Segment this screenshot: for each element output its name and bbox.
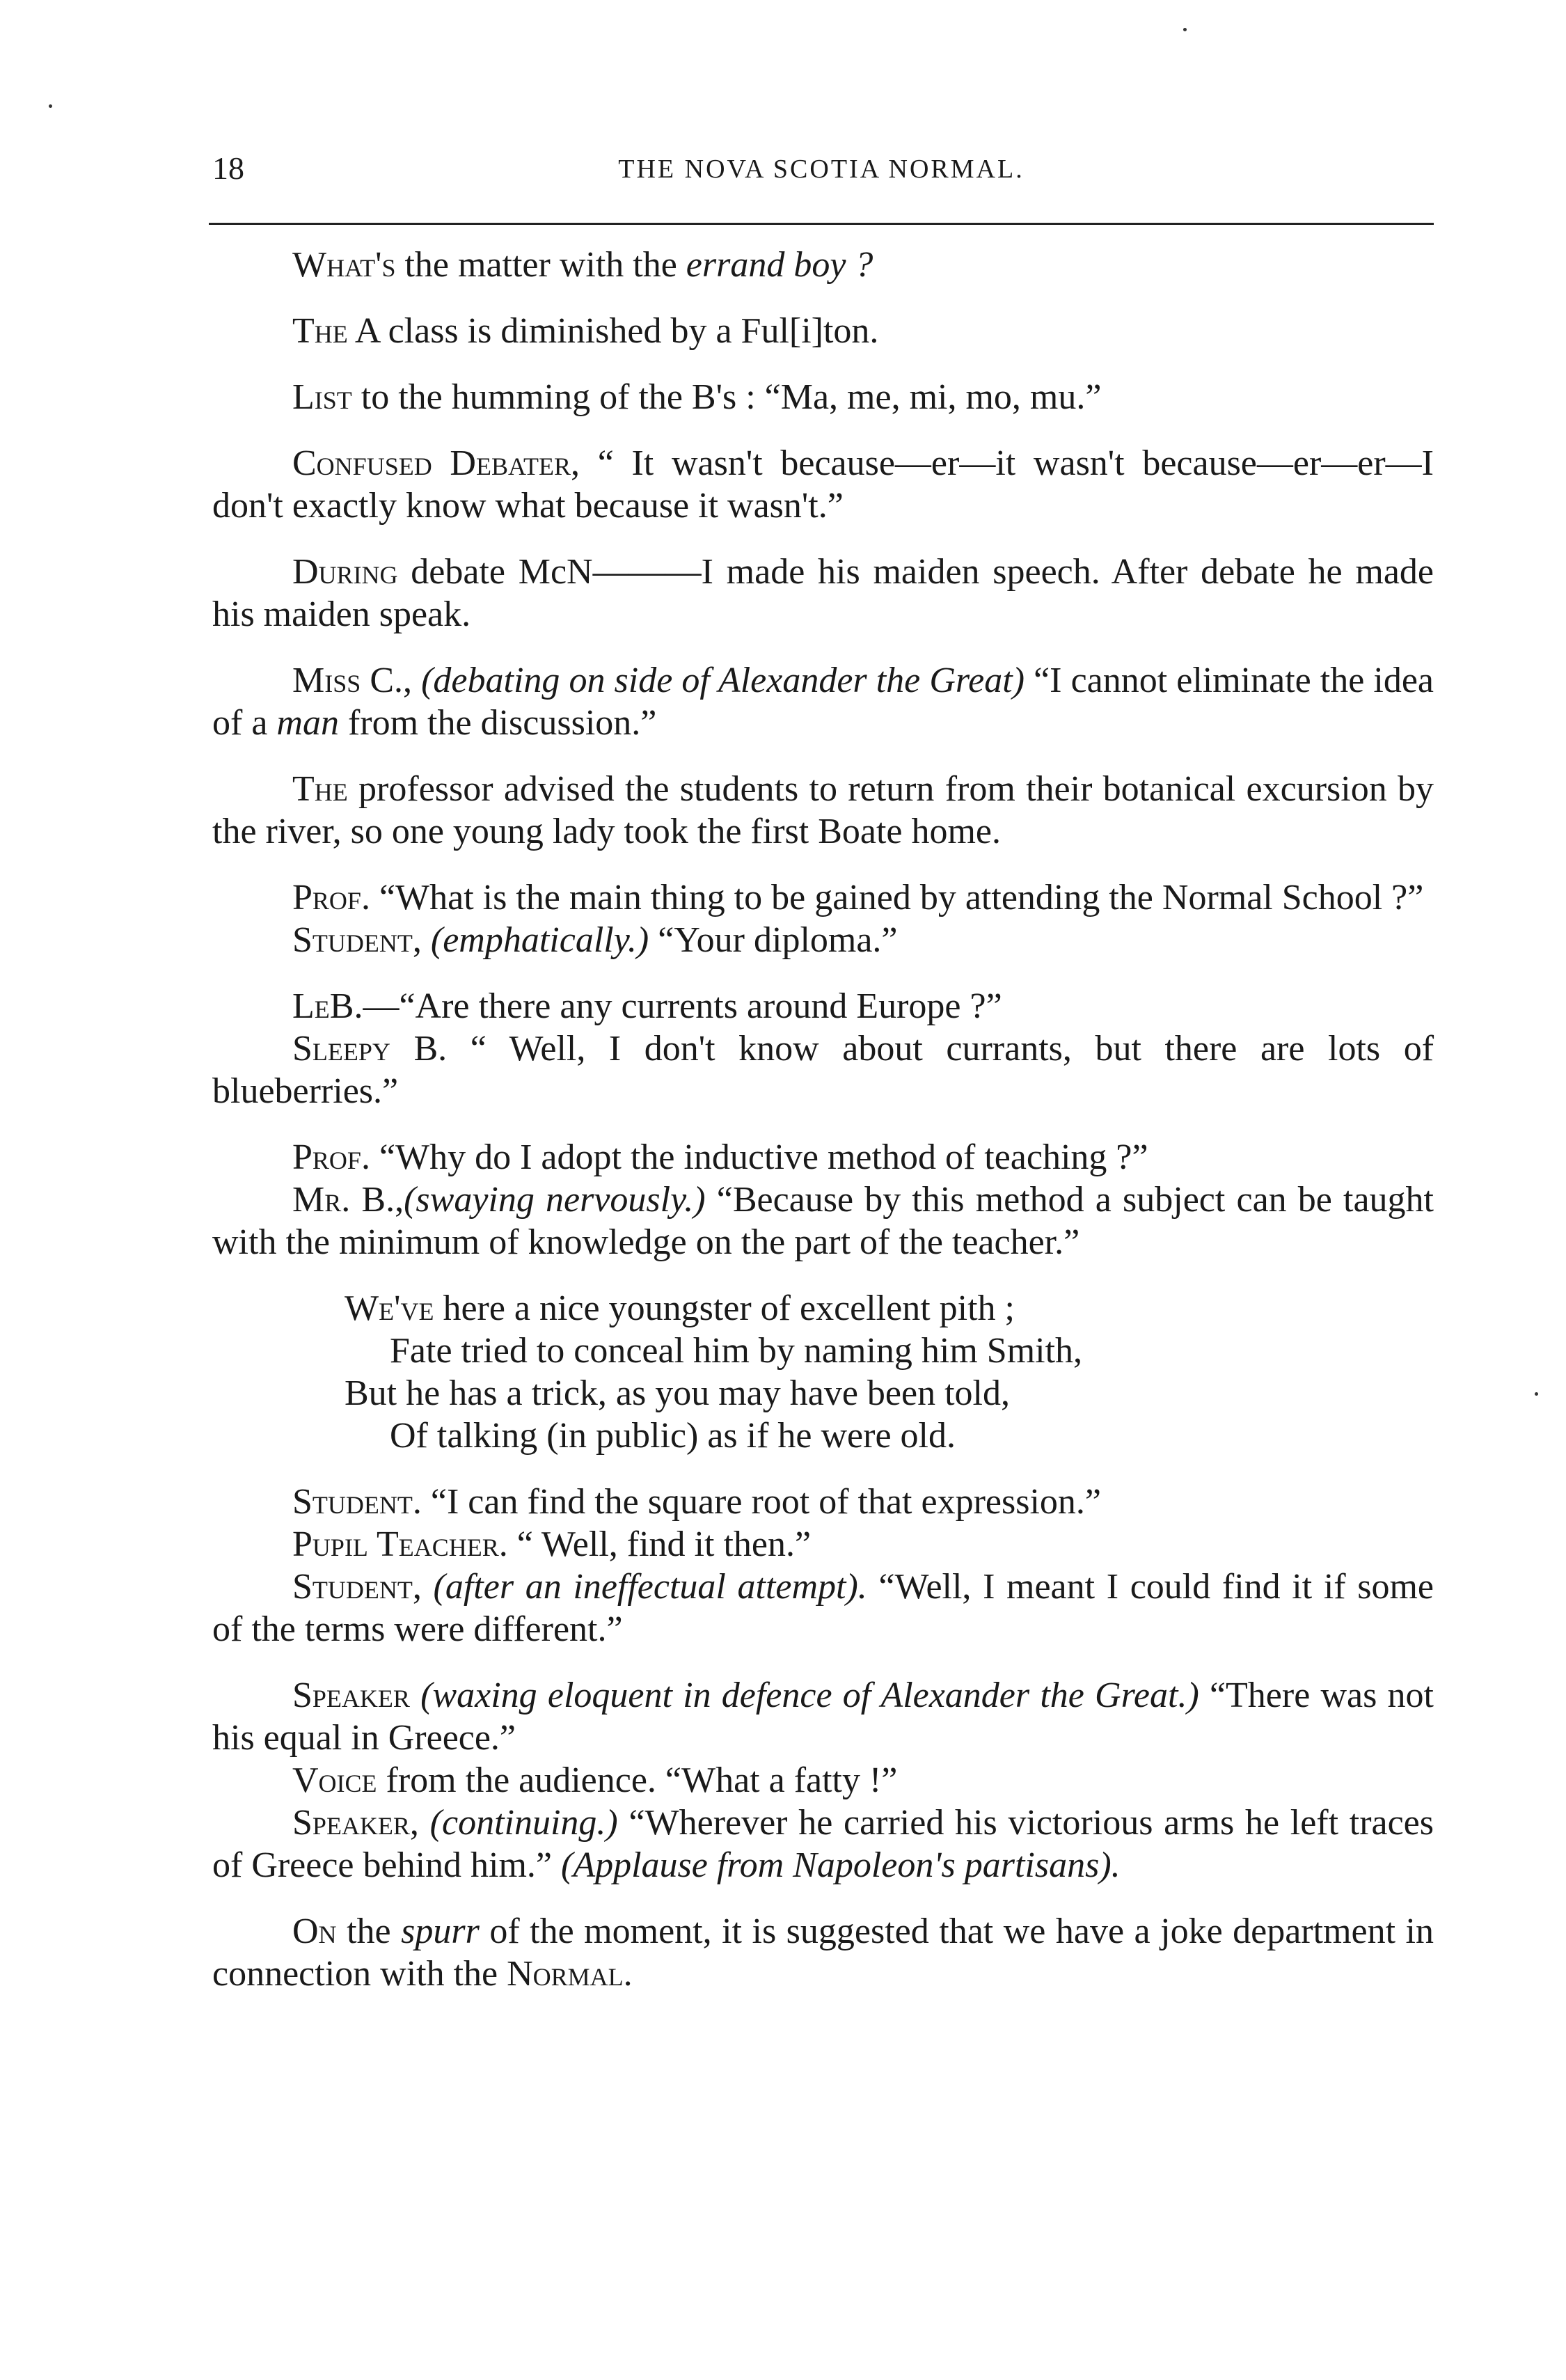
text-run [422, 1567, 434, 1607]
paragraph [212, 551, 1434, 636]
text-run: “ Well, I don't know about currants, but there are lots of blueberries.” [212, 1029, 1434, 1111]
paragraph [212, 1179, 1434, 1263]
text-run: (Applause from Napoleon's partisans). [561, 1845, 1121, 1885]
paragraph [212, 876, 1434, 919]
lead-in: Student, [292, 920, 422, 960]
paragraph [212, 1566, 1434, 1650]
lead-in: The [292, 769, 348, 809]
text-run: “ Well, find it then.” [507, 1524, 812, 1564]
lead-in: We've [345, 1288, 434, 1328]
paragraph [212, 985, 1434, 1027]
lead-in: Student, [292, 1567, 422, 1607]
text-run: A class is diminished by a Ful[i]ton. [347, 311, 879, 351]
lead-in: Mr. B., [292, 1180, 404, 1220]
verse-line: We've here a nice youngster of excellent pith ; [345, 1288, 1015, 1328]
text-run [422, 920, 431, 960]
page-header [209, 150, 1434, 191]
text-run: Normal. [507, 1954, 633, 1994]
text-run: “Why do I adopt the inductive method of teaching ?” [370, 1137, 1148, 1177]
lead-in: Speaker, [292, 1803, 419, 1843]
text-run: “What is the main thing to be gained by attending the Normal School ?” [370, 878, 1424, 917]
text-run [412, 661, 421, 700]
text-run: “I can find the square root of that expression.” [421, 1482, 1101, 1522]
scan-speck [1183, 28, 1187, 31]
text-run: “Your diploma.” [649, 920, 898, 960]
text-run: (continuing.) [429, 1803, 618, 1843]
text-run: “Wherever he carried his victorious arms he left traces of Greece behind him.” [212, 1803, 1434, 1885]
text-run: spurr [401, 1912, 480, 1951]
paragraph [212, 310, 1434, 352]
lead-in: List [292, 377, 352, 417]
verse-stanza [345, 1287, 1434, 1457]
paragraph [212, 1027, 1434, 1112]
text-run: man [276, 703, 339, 743]
text-run: “I cannot eliminate the idea of a [212, 661, 1434, 743]
lead-in: The [292, 311, 348, 351]
lead-in: Prof. [292, 878, 370, 917]
paragraph [212, 1802, 1434, 1886]
text-run: “Because by this method a subject can be taught with the minimum of knowledge on the part of the teacher.” [212, 1180, 1434, 1262]
text-run: debate McN———I made his maiden speech. After debate he made his maiden speak. [212, 552, 1434, 634]
text-run: (emphatically.) [430, 920, 649, 960]
lead-in: Sleepy B. [292, 1029, 448, 1069]
running-title: THE NOVA SCOTIA NORMAL. [618, 155, 1025, 184]
paragraph [212, 376, 1434, 418]
text-run: —“Are there any currents around Europe ?” [363, 986, 1002, 1026]
article-body [212, 244, 1434, 1995]
paragraph [212, 659, 1434, 744]
text-run: to the humming of the B's : “Ma, me, mi, mo, mu.” [351, 377, 1102, 417]
verse-line: Fate tried to conceal him by naming him Smith, [390, 1331, 1083, 1371]
text-run: (waxing eloquent in defence of Alexander the Great.) [420, 1676, 1199, 1715]
paragraph [212, 1759, 1434, 1802]
paragraph [212, 1136, 1434, 1179]
text-run: of the moment, it is suggested that we have a joke department in connection with the [212, 1912, 1434, 1994]
lead-in: On [292, 1912, 337, 1951]
text-run [410, 1676, 420, 1715]
verse-line: But he has a trick, as you may have been told, [345, 1373, 1010, 1413]
text-run: from the audience. “What a fatty !” [377, 1760, 898, 1800]
paragraph [212, 442, 1434, 527]
paragraph [212, 244, 1434, 286]
verse-line: Of talking (in public) as if he were old. [390, 1416, 956, 1456]
text-run: (after an ineffectual attempt). [433, 1567, 867, 1607]
paragraph [212, 1674, 1434, 1759]
text-run: “ It wasn't because—er—it wasn't because—er—er—I don't exactly know what because it wasn't.” [212, 443, 1434, 526]
text-run: professor advised the students to return from their botanical excursion by the river, so one young lady took the first Boate home. [212, 769, 1434, 851]
lead-in: Voice [292, 1760, 377, 1800]
text-run [419, 1803, 430, 1843]
text-run: (swaying nervously.) [404, 1180, 706, 1220]
paragraph [212, 1523, 1434, 1566]
lead-in: LeB. [292, 986, 363, 1026]
lead-in: Miss C., [292, 661, 413, 700]
lead-in: During [292, 552, 398, 592]
scan-speck [1535, 1392, 1538, 1396]
header-rule [209, 223, 1434, 225]
lead-in: Student. [292, 1482, 422, 1522]
lead-in: Speaker [292, 1676, 410, 1715]
text-run: “There was not his equal in Greece.” [212, 1676, 1434, 1758]
page-number: 18 [212, 150, 244, 186]
lead-in: Prof. [292, 1137, 370, 1177]
text-run: “Well, I meant I could find it if some of the terms were different.” [212, 1567, 1434, 1649]
paragraph [212, 1481, 1434, 1523]
paragraph [212, 768, 1434, 853]
text-run: errand boy ? [686, 245, 873, 285]
paragraph [212, 919, 1434, 961]
text-run: from the discussion.” [338, 703, 657, 743]
lead-in: Pupil Teacher. [292, 1524, 508, 1564]
scan-speck [49, 104, 52, 108]
paragraph [212, 1910, 1434, 1995]
text-run: the [336, 1912, 402, 1951]
text-run: the matter with the [395, 245, 686, 285]
lead-in: What's [292, 245, 396, 285]
text-run: (debating on side of Alexander the Great) [421, 661, 1025, 700]
lead-in: Confused Debater, [292, 443, 580, 483]
